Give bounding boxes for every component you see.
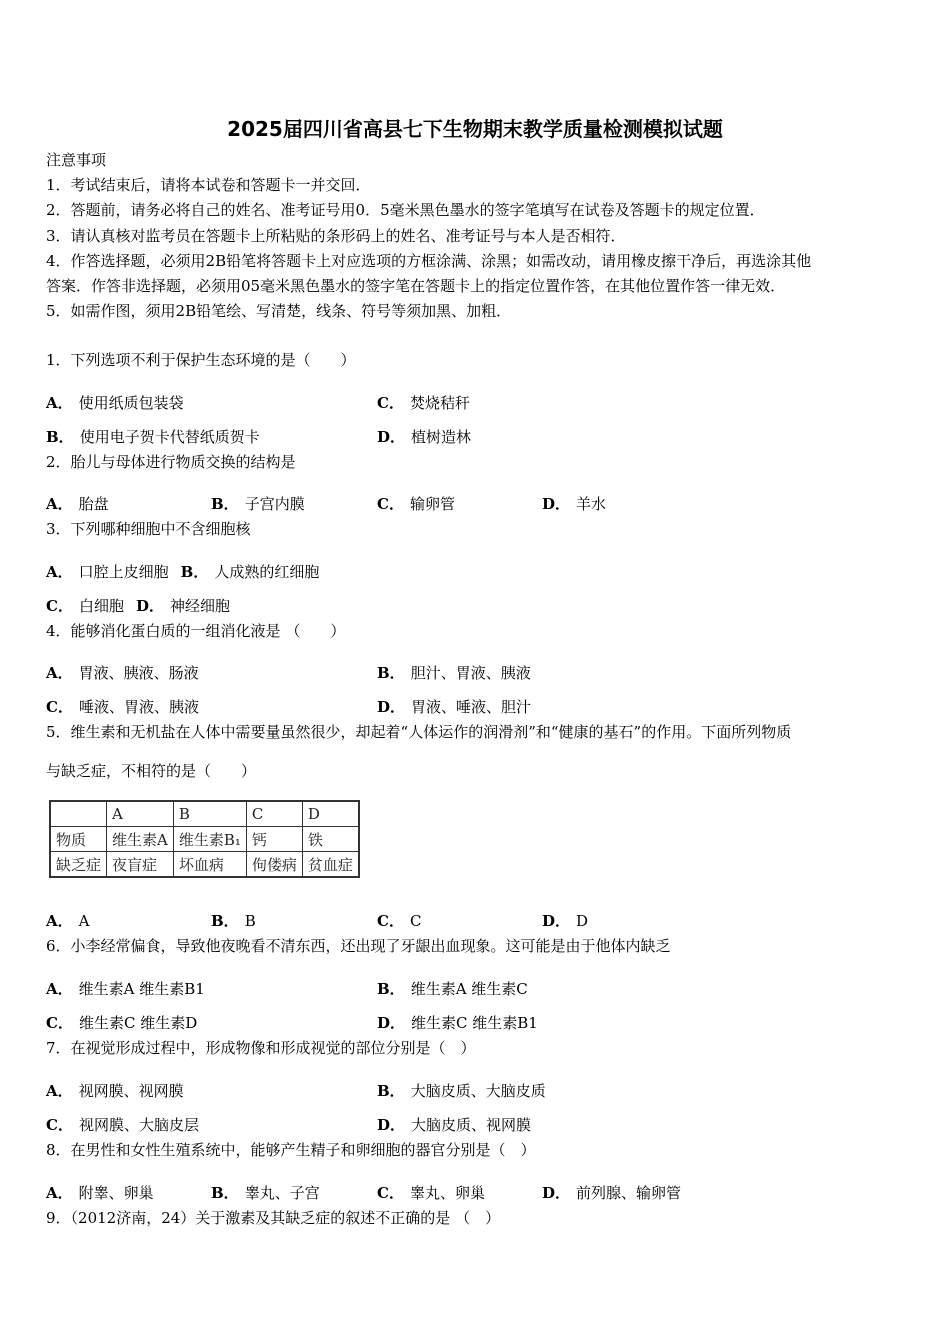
question-stem-cont: 与缺乏症，不相符的是（ ）	[46, 762, 257, 780]
option-text: 维生素C 维生素D	[78, 1014, 198, 1032]
notice-item: 5．如需作图，须用2B铅笔绘、写清楚，线条、符号等须加黑、加粗．	[46, 302, 512, 320]
table-cell: 佝偻病	[246, 852, 302, 878]
option-letter: C．	[377, 495, 404, 513]
option-text: 视网膜、大脑皮层	[78, 1116, 199, 1134]
question-stem: 9．（2012济南，24）关于激素及其缺乏症的叙述不正确的是 （ ）	[46, 1209, 501, 1227]
table-cell	[50, 801, 107, 827]
option-text: 羊水	[576, 495, 607, 513]
option-letter: C．	[377, 1184, 404, 1202]
option-c[interactable]	[46, 1014, 197, 1032]
option-text: 大脑皮质、大脑皮质	[410, 1082, 546, 1100]
option-letter: A．	[46, 980, 73, 998]
option-a[interactable]	[46, 980, 205, 998]
option-c[interactable]	[377, 912, 421, 930]
option-text: 子宫内膜	[244, 495, 305, 513]
option-b[interactable]	[377, 664, 531, 682]
option-text: 口腔上皮细胞	[78, 563, 169, 581]
option-letter: B．	[211, 912, 239, 930]
option-b[interactable]	[377, 980, 528, 998]
option-d[interactable]	[377, 428, 471, 446]
option-text: 前列腺、输卵管	[576, 1184, 682, 1202]
option-c[interactable]	[46, 698, 199, 716]
option-row	[46, 563, 331, 581]
question-stem: 8．在男性和女性生殖系统中，能够产生精子和卵细胞的器官分别是（ ）	[46, 1141, 536, 1159]
option-row	[46, 597, 242, 615]
option-letter: A．	[46, 495, 73, 513]
option-b[interactable]	[377, 1082, 546, 1100]
option-letter: B．	[377, 1082, 405, 1100]
option-c[interactable]	[46, 597, 124, 615]
option-letter: B．	[211, 1184, 239, 1202]
option-letter: B．	[377, 664, 405, 682]
option-letter: D．	[377, 428, 406, 446]
option-text: A	[78, 912, 90, 930]
vitamin-table	[49, 800, 360, 878]
option-letter: C．	[46, 597, 73, 615]
page-title: 2025届四川省高县七下生物期末教学质量检测模拟试题	[227, 117, 723, 141]
option-letter: C．	[377, 394, 404, 412]
table-cell: 夜盲症	[107, 852, 174, 878]
option-text: 人成熟的红细胞	[214, 563, 320, 581]
question-stem: 3．下列哪种细胞中不含细胞核	[46, 520, 251, 538]
option-c[interactable]	[377, 394, 470, 412]
option-b[interactable]	[211, 912, 256, 930]
table-cell: 钙	[246, 827, 302, 852]
notice-item: 2．答题前，请务必将自己的姓名、准考证号用0．5毫米黑色墨水的签字笔填写在试卷及答题卡的规定位置．	[46, 201, 765, 219]
question-stem: 6．小李经常偏食，导致他夜晚看不清东西，还出现了牙龈出血现象。这可能是由于他体内缺乏	[46, 937, 671, 955]
option-text: 胃液、唾液、胆汁	[411, 698, 532, 716]
option-b[interactable]	[211, 495, 305, 513]
option-text: 大脑皮质、视网膜	[411, 1116, 532, 1134]
option-letter: B．	[46, 428, 74, 446]
option-d[interactable]	[377, 1014, 538, 1032]
option-a[interactable]	[46, 664, 199, 682]
option-b[interactable]	[211, 1184, 320, 1202]
option-letter: A．	[46, 1082, 73, 1100]
option-letter: D．	[542, 495, 571, 513]
option-text: 胃液、胰液、肠液	[78, 664, 199, 682]
table-cell: 铁	[302, 827, 359, 852]
notice-item: 3．请认真核对监考员在答题卡上所粘贴的条形码上的姓名、准考证号与本人是否相符．	[46, 227, 626, 245]
option-d[interactable]	[542, 1184, 681, 1202]
table-cell: 维生素B₁	[173, 827, 246, 852]
option-letter: D．	[377, 1116, 406, 1134]
option-a[interactable]	[46, 563, 169, 581]
option-c[interactable]	[377, 1184, 485, 1202]
table-cell: A	[107, 801, 174, 827]
option-a[interactable]	[46, 495, 109, 513]
option-letter: D．	[542, 912, 571, 930]
question-stem: 4．能够消化蛋白质的一组消化液是 （ ）	[46, 622, 346, 640]
option-letter: C．	[46, 1014, 73, 1032]
option-letter: A．	[46, 1184, 73, 1202]
option-d[interactable]	[136, 597, 230, 615]
table-row	[50, 852, 359, 878]
table-cell: D	[302, 801, 359, 827]
notice-item: 1．考试结束后，请将本试卷和答题卡一并交回．	[46, 176, 371, 194]
option-text: 维生素C 维生素B1	[411, 1014, 538, 1032]
table-cell: 坏血病	[173, 852, 246, 878]
option-letter: A．	[46, 664, 73, 682]
option-letter: A．	[46, 394, 73, 412]
option-text: 唾液、胃液、胰液	[78, 698, 199, 716]
option-letter: C．	[46, 698, 73, 716]
option-letter: D．	[135, 597, 164, 615]
option-text: 胎盘	[78, 495, 109, 513]
question-stem: 7．在视觉形成过程中，形成物像和形成视觉的部位分别是（ ）	[46, 1039, 476, 1057]
table-row	[50, 801, 359, 827]
option-text: 输卵管	[409, 495, 455, 513]
question-stem: 5．维生素和无机盐在人体中需要量虽然很少，却起着“人体运作的润滑剂”和“健康的基石”的作用。下面所列物质	[46, 723, 792, 741]
option-a[interactable]	[46, 1082, 184, 1100]
option-d[interactable]	[542, 495, 606, 513]
option-d[interactable]	[377, 698, 531, 716]
table-cell: C	[246, 801, 302, 827]
option-a[interactable]	[46, 394, 184, 412]
table-cell: B	[173, 801, 246, 827]
option-text: 睾丸、卵巢	[409, 1184, 485, 1202]
option-letter: D．	[377, 1014, 406, 1032]
option-a[interactable]	[46, 912, 89, 930]
option-text: 维生素A 维生素B1	[78, 980, 205, 998]
option-letter: D．	[377, 698, 406, 716]
option-text: 胆汁、胃液、胰液	[410, 664, 531, 682]
option-text: B	[244, 912, 256, 930]
option-text: 使用电子贺卡代替纸质贺卡	[79, 428, 260, 446]
option-d[interactable]	[377, 1116, 531, 1134]
table-cell: 贫血症	[302, 852, 359, 878]
option-letter: B．	[180, 563, 209, 581]
option-d[interactable]	[542, 912, 588, 930]
notice-item: 答案．作答非选择题，必须用05毫米黑色墨水的签字笔在答题卡上的指定位置作答，在其他位置作答一律无效．	[46, 277, 786, 295]
table-row	[50, 827, 359, 852]
option-c[interactable]	[377, 495, 455, 513]
option-text: 睾丸、子宫	[244, 1184, 320, 1202]
option-b[interactable]	[181, 563, 320, 581]
option-text: 使用纸质包装袋	[78, 394, 184, 412]
option-letter: A．	[46, 912, 73, 930]
option-a[interactable]	[46, 1184, 154, 1202]
table-cell: 物质	[50, 827, 107, 852]
option-text: 视网膜、视网膜	[78, 1082, 184, 1100]
option-text: 焚烧秸秆	[409, 394, 470, 412]
option-text: 维生素A 维生素C	[410, 980, 528, 998]
option-text: C	[409, 912, 422, 930]
notice-item: 4．作答选择题，必须用2B铅笔将答题卡上对应选项的方框涂满、涂黑；如需改动，请用橡皮擦干净后，再选涂其他	[46, 252, 812, 270]
notice-heading: 注意事项	[46, 151, 107, 169]
table-cell: 缺乏症	[50, 852, 107, 878]
option-text: 附睾、卵巢	[78, 1184, 154, 1202]
option-letter: C．	[46, 1116, 73, 1134]
option-b[interactable]	[46, 428, 260, 446]
option-c[interactable]	[46, 1116, 199, 1134]
option-letter: A．	[46, 563, 73, 581]
option-text: 白细胞	[78, 597, 124, 615]
option-letter: C．	[377, 912, 404, 930]
option-letter: D．	[542, 1184, 571, 1202]
option-text: 神经细胞	[169, 597, 230, 615]
table-cell: 维生素A	[107, 827, 174, 852]
question-stem: 2．胎儿与母体进行物质交换的结构是	[46, 453, 296, 471]
option-letter: B．	[211, 495, 239, 513]
question-stem: 1．下列选项不利于保护生态环境的是（ ）	[46, 351, 356, 369]
option-letter: B．	[377, 980, 405, 998]
option-text: 植树造林	[411, 428, 472, 446]
option-text: D	[576, 912, 589, 930]
